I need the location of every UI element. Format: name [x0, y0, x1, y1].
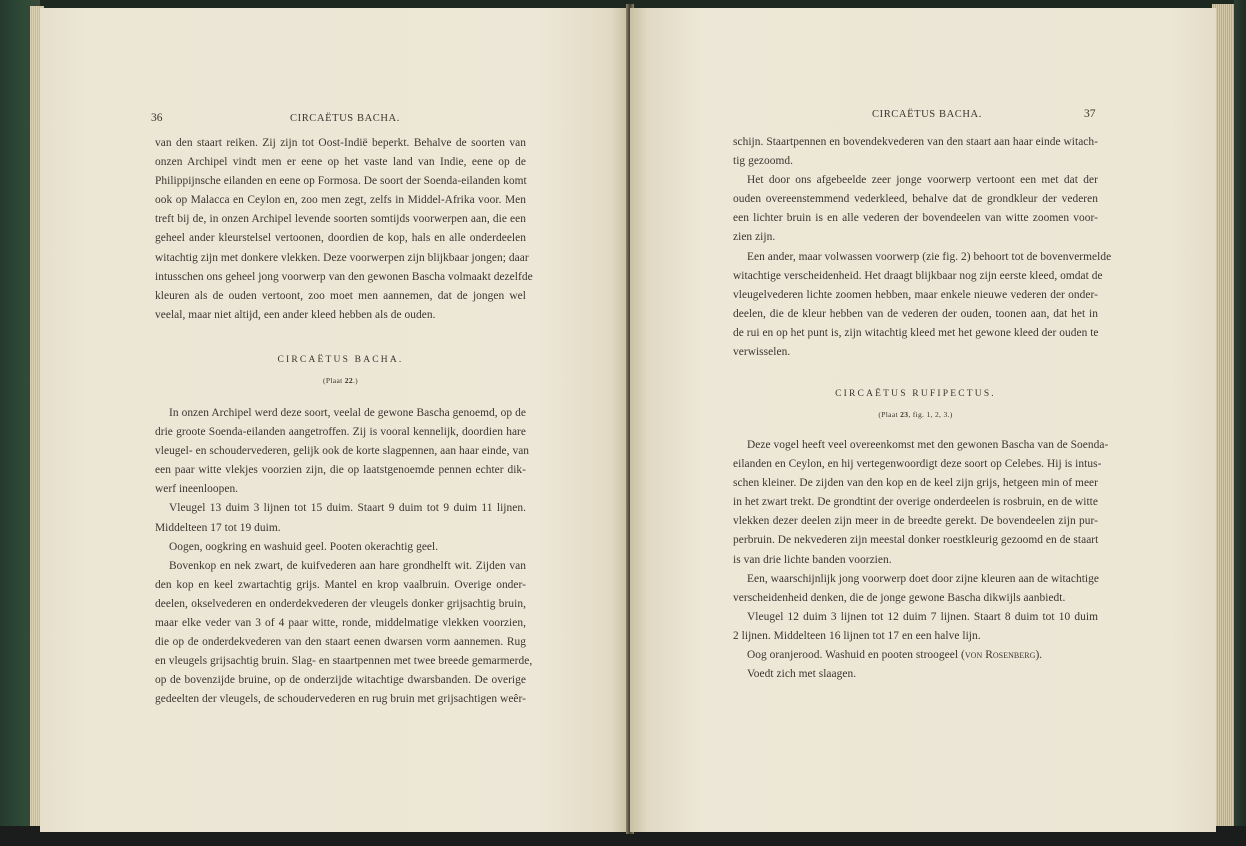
text-line: treft bij de, in onzen Archipel levende soorten somtijds voorwerpen aan, die een: [155, 213, 526, 226]
text-line: vleugelvederen lichte zoomen hebben, maar enkele nieuwe vederen der onder-: [733, 288, 1098, 301]
text-line: deelen, okselvederen en onderdekvederen der vleugels donker grijsachtig bruin,: [155, 597, 526, 610]
right-binding-board: [1234, 0, 1246, 846]
text-line: is van drie lichte banden voorzien.: [733, 553, 892, 566]
eye-colour-line: [733, 646, 1098, 665]
text-line: van den staart reiken. Zij zijn tot Oost-Indië beperkt. Behalve de soorten van: [155, 137, 526, 149]
text-line: Deze vogel heeft veel overeenkomst met den gewonen Bascha van de Soenda-: [747, 439, 1109, 451]
right-page-number: 37: [1084, 108, 1096, 120]
text-line: veelal, maar niet altijd, een ander kleed hebben als de ouden.: [155, 308, 436, 321]
text-line: verwisselen.: [733, 346, 791, 359]
plate-prefix: (Plaat: [323, 376, 345, 385]
plate-number: 23: [900, 410, 909, 419]
measurement-line: Vleugel 13 duim 3 lijnen tot 15 duim. Staart 9 duim tot 9 duim 11 lijnen.: [169, 502, 526, 515]
text-line: werf ineenloopen.: [155, 483, 239, 496]
right-paragraph-description: [733, 436, 1109, 684]
text-line: eilanden en Ceylon, en hij vertegenwoordigt deze soort op Celebes. Hij is intus-: [733, 458, 1102, 471]
text-line: Philippijnsche eilanden en eene op Formosa. De soort der Soenda-eilanden komt: [155, 175, 527, 188]
text-line: witachtig zijn met donkere vlekken. Deze voorwerpen zijn blijkbaar jongen; daar: [155, 251, 529, 264]
left-paragraph-description: [155, 404, 533, 710]
left-paragraph-intro: [155, 134, 533, 325]
text-line: verscheidenheid denken, die de jonge gewone Bascha dikwijls aanbiedt.: [733, 591, 1066, 604]
eye-text: Oog oranjerood. Washuid en pooten stroogeel (: [747, 649, 965, 662]
text-line: die op de onderdekvederen van den staart eenen dwarsen vorm aannemen. Rug: [155, 636, 526, 649]
text-line: in het zwart trekt. De grondtint der overige onderdeelen is rosbruin, en de witte: [733, 496, 1098, 509]
text-line: den kop en keel zwartachtig grijs. Mantel en krop vaalbruin. Overige onder-: [155, 578, 526, 591]
left-plate-reference: [155, 376, 526, 385]
text-line: Het door ons afgebeelde zeer jonge voorwerp vertoont een met dat der: [747, 174, 1098, 187]
text-line: kleuren als de ouden vertoont, zoo moet men aannemen, dat de jongen wel: [155, 289, 526, 302]
text-line: gedeelten der vleugels, de schoudervederen en rug bruin met grijsachtigen weêr-: [155, 693, 526, 706]
text-line: en vleugels grijsachtig bruin. Slag- en staartpennen met twee breede gemarmerde,: [155, 655, 533, 668]
text-line: maar elke veder van 3 of 4 paar witte, ronde, middelmatige vlekken voorzien,: [155, 617, 526, 630]
text-line: drie groote Soenda-eilanden aangetroffen. Zij is vooral kennelijk, doordien hare: [155, 426, 526, 439]
right-paragraph-continuation: [733, 133, 1112, 362]
eyes-line: Oogen, oogkring en washuid geel. Pooten okerachtig geel.: [169, 540, 439, 553]
text-line: op de bovenzijde bruine, op de onderzijde witachtige dwarsbanden. De overige: [155, 674, 526, 687]
author-name: von Rosenberg: [964, 649, 1036, 662]
text-line: witachtige verscheidenheid. Het draagt blijkbaar nog zijn eerste kleed, omdat de: [733, 269, 1103, 282]
text-line: geheel ander kleurstelsel vertoonen, doordien de kop, hals en alle onderdeelen: [155, 232, 526, 245]
text-line: schen kleiner. De zijden van den kop en de keel zijn grijs, hetgeen min of meer: [733, 477, 1098, 490]
text-line: schijn. Staartpennen en bovendekvederen van den staart aan haar einde witach-: [733, 136, 1098, 148]
text-line: intusschen ons geheel jong voorwerp van den gewonen Bascha volmaakt dezelfde: [155, 270, 533, 283]
text-line: Een, waarschijnlijk jong voorwerp doet door zijne kleuren aan de witachtige: [747, 572, 1099, 585]
left-running-head: CIRCAËTUS BACHA.: [290, 113, 400, 124]
plate-suffix: .): [352, 376, 358, 385]
text-line: tig gezoomd.: [733, 155, 794, 168]
text-line: een lichter bruin is en alle vederen der bovendeelen van witte zoomen voor-: [733, 212, 1098, 225]
text-line: Bovenkop en nek zwart, de kuifvederen aan hare grondhelft wit. Zijden van: [169, 559, 526, 572]
measurement-line: Vleugel 12 duim 3 lijnen tot 12 duim 7 lijnen. Staart 8 duim tot 10 duim: [747, 610, 1098, 623]
plate-number: 22: [344, 376, 353, 385]
text-line: In onzen Archipel werd deze soort, veelal de gewone Bascha genoemd, op de: [169, 407, 526, 419]
text-line: vlekken dezer deelen zijn meer in de breedte gerekt. De bovendeelen zijn pur-: [733, 515, 1098, 528]
text-line: de rui en op het punt is, zijn witachtig kleed met het gewone kleed der ouden te: [733, 326, 1099, 339]
left-section-title: CIRCAËTUS BACHA.: [277, 355, 404, 365]
left-page-number: 36: [151, 112, 163, 124]
text-line: deelen, die de kleur hebben van de vederen der ouden, toonen aan, dat het in: [733, 307, 1098, 320]
text-line: ouden overeenstemmend vederkleed, behalve dat de grondkleur der vederen: [733, 193, 1098, 206]
text-line: Een ander, maar volwassen voorwerp (zie fig. 2) behoort tot de bovenvermelde: [747, 250, 1112, 263]
food-line: Voedt zich met slaagen.: [747, 668, 857, 681]
plate-prefix: (Plaat: [878, 410, 901, 419]
right-plate-reference: [733, 410, 1098, 419]
measurement-line: 2 lijnen. Middelteen 16 lijnen tot 17 en een halve lijn.: [733, 629, 981, 642]
text-line: vleugel- en schoudervederen, gelijk ook de korte slagpennen, aan haar einde, van: [155, 445, 530, 458]
text-line: zien zijn.: [733, 231, 776, 244]
right-page: [630, 8, 1216, 832]
right-running-head: CIRCAËTUS BACHA.: [872, 109, 982, 120]
text-line: perbruin. De nekvederen zijn meestal donker roestkleurig gezoomd en de staart: [733, 534, 1099, 547]
text-line: een paar witte vlekjes voorzien zijn, die op laatstgenoemde pennen echter dik-: [155, 464, 526, 477]
text-line: onzen Archipel vindt men er eene op het vaste land van Indie, eene op de: [155, 156, 526, 169]
measurement-line: Middelteen 17 tot 19 duim.: [155, 521, 281, 534]
text-line: ook op Malacca en Ceylon en, zoo men zegt, zelfs in Middel-Afrika voor. Men: [155, 194, 526, 207]
right-section-title: CIRCAËTUS RUFIPECTUS.: [835, 389, 996, 399]
eye-text-end: ).: [1035, 649, 1043, 662]
plate-suffix: , fig. 1, 2, 3.): [908, 410, 953, 419]
